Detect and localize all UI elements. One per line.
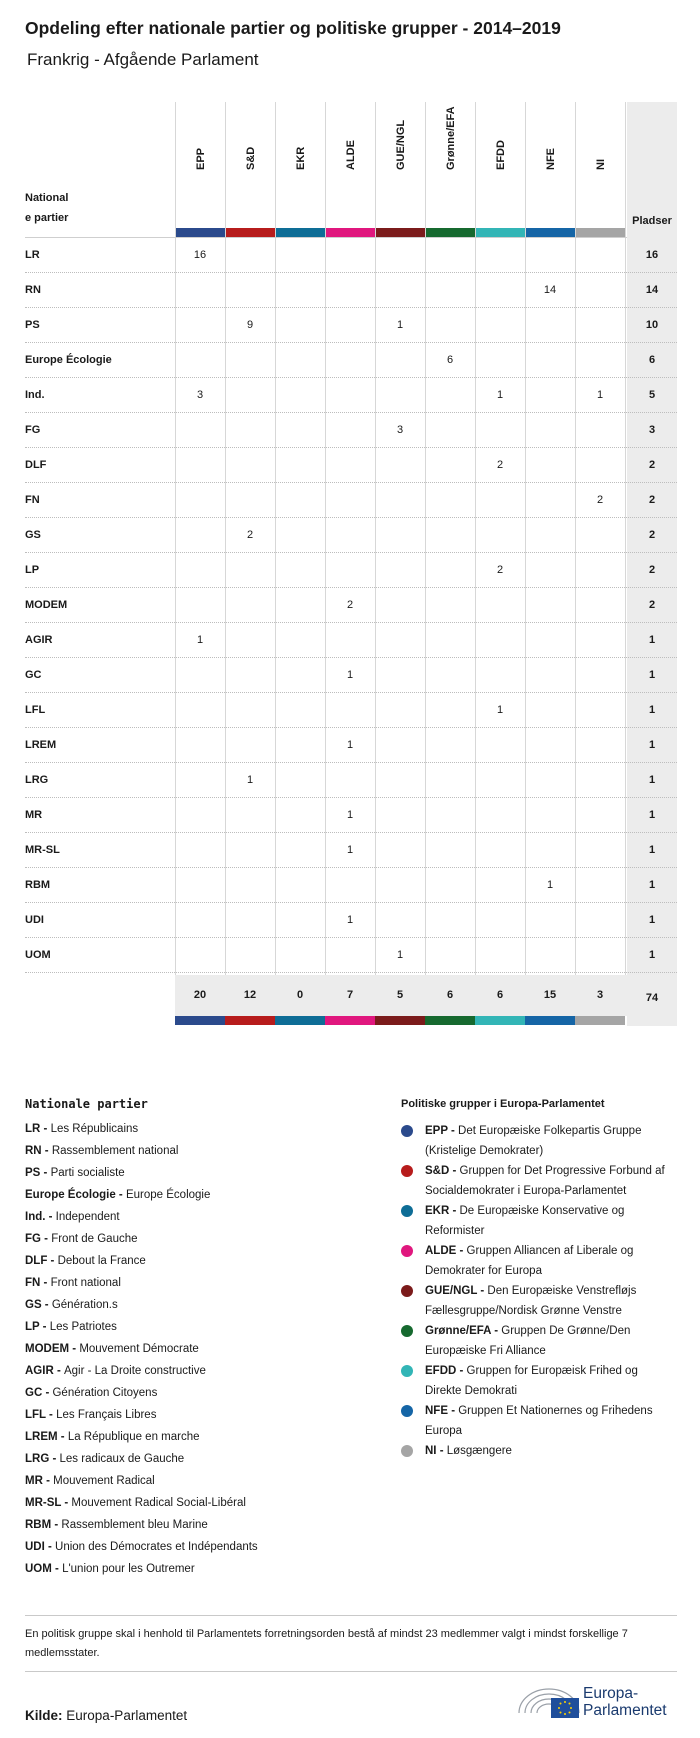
group-header-nfe bbox=[525, 102, 575, 228]
legend-abbr: GUE/NGL - bbox=[425, 1285, 488, 1297]
row-total: 2 bbox=[648, 529, 656, 541]
national-legend-item bbox=[25, 1298, 118, 1312]
party-label: MR bbox=[25, 809, 43, 821]
legend-abbr: S&D - bbox=[425, 1165, 460, 1177]
legend-name: Les Patriotes bbox=[49, 1321, 117, 1333]
table-row bbox=[25, 413, 677, 448]
legend-name: Gruppen Alliancen af Liberale og Demokrater for Europa bbox=[425, 1245, 634, 1277]
table-row bbox=[25, 238, 677, 273]
party-label: AGIR bbox=[25, 634, 53, 646]
legend-name: Génération Citoyens bbox=[52, 1387, 158, 1399]
legend-abbr: DLF - bbox=[25, 1255, 58, 1267]
row-total: 1 bbox=[648, 879, 656, 891]
seat-value: 14 bbox=[543, 284, 557, 296]
group-total: 6 bbox=[496, 989, 504, 1001]
row-total: 6 bbox=[648, 354, 656, 366]
group-color-bar bbox=[225, 1016, 275, 1025]
national-legend-item bbox=[25, 1474, 155, 1488]
legend-abbr: LR - bbox=[25, 1123, 51, 1135]
row-total: 1 bbox=[648, 669, 656, 681]
legend-abbr: EFDD - bbox=[425, 1365, 467, 1377]
legend-name: Debout la France bbox=[57, 1255, 146, 1267]
group-header-efdd bbox=[475, 102, 525, 228]
group-color-dot-icon bbox=[401, 1445, 413, 1457]
group-legend-text bbox=[425, 1401, 677, 1441]
national-legend-item bbox=[25, 1144, 178, 1158]
legend-name: Gruppen for Europæisk Frihed og Direkte Demokrati bbox=[425, 1365, 638, 1397]
table-row bbox=[25, 798, 677, 833]
legend-name: Løsgængere bbox=[446, 1445, 512, 1457]
seat-value: 2 bbox=[496, 564, 504, 576]
seat-value: 16 bbox=[193, 249, 207, 261]
national-legend-item bbox=[25, 1320, 117, 1334]
party-label: UOM bbox=[25, 949, 51, 961]
group-color-dot-icon bbox=[401, 1165, 413, 1177]
group-color-bar bbox=[175, 1016, 225, 1025]
national-legend-item bbox=[25, 1452, 184, 1466]
row-total: 1 bbox=[648, 634, 656, 646]
row-total: 3 bbox=[648, 424, 656, 436]
group-color-bar bbox=[375, 1016, 425, 1025]
logo-line-1: Europa- bbox=[583, 1685, 639, 1702]
group-color-dot-icon bbox=[401, 1325, 413, 1337]
group-color-dot-icon bbox=[401, 1205, 413, 1217]
national-legend-item bbox=[25, 1408, 156, 1422]
legend-name: Front national bbox=[50, 1277, 121, 1289]
group-header-s-d bbox=[225, 102, 275, 228]
row-total: 2 bbox=[648, 599, 656, 611]
group-total: 20 bbox=[193, 989, 207, 1001]
group-legend-text bbox=[425, 1281, 677, 1321]
group-total: 3 bbox=[596, 989, 604, 1001]
group-header-label: EPP bbox=[194, 147, 207, 170]
group-color-bar bbox=[525, 1016, 575, 1025]
party-label: LFL bbox=[25, 704, 46, 716]
page-title: Opdeling efter nationale partier og politiske grupper - 2014–2019 bbox=[25, 18, 561, 38]
legend-abbr: AGIR - bbox=[25, 1365, 64, 1377]
table-row bbox=[25, 833, 677, 868]
group-header-label: NI bbox=[594, 159, 607, 170]
party-label: UDI bbox=[25, 914, 44, 926]
legend-abbr: ALDE - bbox=[425, 1245, 467, 1257]
legend-abbr: Grønne/EFA - bbox=[425, 1325, 502, 1337]
national-legend-item bbox=[25, 1122, 138, 1136]
national-legend-item bbox=[25, 1496, 246, 1510]
row-total: 1 bbox=[648, 914, 656, 926]
table-row bbox=[25, 658, 677, 693]
national-legend-item bbox=[25, 1364, 206, 1378]
table-row bbox=[25, 938, 677, 973]
legend-abbr: GS - bbox=[25, 1299, 52, 1311]
group-legend-text bbox=[425, 1321, 677, 1361]
legend-abbr: EKR - bbox=[425, 1205, 460, 1217]
group-color-bar bbox=[475, 1016, 525, 1025]
group-total: 5 bbox=[396, 989, 404, 1001]
legend-name: Gruppen De Grønne/Den Europæiske Fri Alliance bbox=[425, 1325, 631, 1357]
parliament-hemicycle-icon bbox=[517, 1683, 581, 1723]
source-label: Kilde: bbox=[25, 1708, 63, 1723]
legend-name: Gruppen for Det Progressive Forbund af Socialdemokrater i Europa-Parlamentet bbox=[425, 1165, 665, 1197]
divider bbox=[25, 1615, 677, 1616]
legend-abbr: FG - bbox=[25, 1233, 52, 1245]
legend-abbr: RBM - bbox=[25, 1519, 62, 1531]
table-row bbox=[25, 903, 677, 938]
seat-value: 1 bbox=[396, 319, 404, 331]
row-total: 1 bbox=[648, 809, 656, 821]
seat-value: 2 bbox=[246, 529, 254, 541]
page-subtitle: Frankrig - Afgående Parlament bbox=[27, 50, 259, 69]
group-header-label: Grønne/EFA bbox=[444, 106, 457, 170]
group-header-epp bbox=[175, 102, 225, 228]
national-legend-item bbox=[25, 1166, 125, 1180]
seat-value: 1 bbox=[496, 389, 504, 401]
group-color-dot-icon bbox=[401, 1365, 413, 1377]
legend-name: Les Français Libres bbox=[56, 1409, 157, 1421]
row-total: 1 bbox=[648, 774, 656, 786]
seat-value: 1 bbox=[346, 844, 354, 856]
group-legend-text bbox=[425, 1241, 677, 1281]
party-label: RBM bbox=[25, 879, 51, 891]
legend-name: Rassemblement bleu Marine bbox=[61, 1519, 208, 1531]
seat-value: 1 bbox=[346, 739, 354, 751]
party-label: Ind. bbox=[25, 389, 45, 401]
seat-value: 9 bbox=[246, 319, 254, 331]
seat-value: 3 bbox=[196, 389, 204, 401]
group-total: 15 bbox=[543, 989, 557, 1001]
legend-name: Gruppen Et Nationernes og Frihedens Europa bbox=[425, 1405, 653, 1437]
national-legend-item bbox=[25, 1562, 195, 1576]
table-row bbox=[25, 308, 677, 343]
legend-abbr: LFL - bbox=[25, 1409, 57, 1421]
seat-value: 1 bbox=[396, 949, 404, 961]
table-row bbox=[25, 483, 677, 518]
legend-abbr: PS - bbox=[25, 1167, 51, 1179]
footnote: En politisk gruppe skal i henhold til Parlamentets forretningsorden bestå af mindst 23 medlemmer valgt i mindst forskellige 7 medlemsstater. bbox=[25, 1628, 628, 1659]
legend-name: L'union pour les Outremer bbox=[62, 1563, 195, 1575]
group-color-dot-icon bbox=[401, 1245, 413, 1257]
party-label: MR-SL bbox=[25, 844, 60, 856]
group-legend-text bbox=[425, 1161, 677, 1201]
table-row bbox=[25, 448, 677, 483]
legend-abbr: MODEM - bbox=[25, 1343, 80, 1355]
legend-abbr: LP - bbox=[25, 1321, 50, 1333]
legend-abbr: LREM - bbox=[25, 1431, 68, 1443]
seat-value: 1 bbox=[346, 809, 354, 821]
legend-abbr: UOM - bbox=[25, 1563, 63, 1575]
legend-abbr: GC - bbox=[25, 1387, 53, 1399]
national-legend-item bbox=[25, 1188, 210, 1202]
group-legend-text bbox=[425, 1441, 677, 1461]
national-legend-item bbox=[25, 1232, 138, 1246]
seat-value: 2 bbox=[496, 459, 504, 471]
row-total: 5 bbox=[648, 389, 656, 401]
legend-abbr: FN - bbox=[25, 1277, 51, 1289]
parliament-logo bbox=[517, 1683, 677, 1727]
logo-line-2: Parlamentet bbox=[583, 1702, 667, 1719]
table-row bbox=[25, 623, 677, 658]
group-header-ekr bbox=[275, 102, 325, 228]
table-row bbox=[25, 518, 677, 553]
party-label: PS bbox=[25, 319, 40, 331]
group-header-gr-nne-efa bbox=[425, 102, 475, 228]
national-legend-title: Nationale partier bbox=[25, 1097, 148, 1111]
divider bbox=[25, 1671, 677, 1672]
group-legend-text bbox=[425, 1201, 677, 1241]
group-total: 0 bbox=[296, 989, 304, 1001]
group-legend-text bbox=[425, 1121, 677, 1161]
row-header-label: National e partier bbox=[25, 192, 69, 224]
legend-abbr: NFE - bbox=[425, 1405, 459, 1417]
national-legend-item bbox=[25, 1210, 120, 1224]
legend-abbr: EPP - bbox=[425, 1125, 459, 1137]
table-row bbox=[25, 378, 677, 413]
group-header-gue-ngl bbox=[375, 102, 425, 228]
legend-abbr: Europe Écologie - bbox=[25, 1189, 126, 1201]
group-header-label: EFDD bbox=[494, 140, 507, 170]
party-label: GS bbox=[25, 529, 41, 541]
source-value: Europa-Parlamentet bbox=[66, 1708, 188, 1723]
row-total: 1 bbox=[648, 739, 656, 751]
seat-value: 1 bbox=[546, 879, 554, 891]
group-color-dot-icon bbox=[401, 1405, 413, 1417]
legend-name: La République en marche bbox=[67, 1431, 200, 1443]
legend-abbr: UDI - bbox=[25, 1541, 56, 1553]
seat-value: 1 bbox=[196, 634, 204, 646]
table-row bbox=[25, 553, 677, 588]
party-label: MODEM bbox=[25, 599, 68, 611]
row-total: 14 bbox=[645, 284, 659, 296]
party-label: GC bbox=[25, 669, 42, 681]
party-label: DLF bbox=[25, 459, 47, 471]
legend-name: Independent bbox=[55, 1211, 120, 1223]
seat-value: 2 bbox=[596, 494, 604, 506]
seat-value: 1 bbox=[496, 704, 504, 716]
row-total: 2 bbox=[648, 564, 656, 576]
group-color-bar bbox=[425, 1016, 475, 1025]
party-label: FG bbox=[25, 424, 41, 436]
source-line bbox=[25, 1708, 187, 1723]
group-total: 12 bbox=[243, 989, 257, 1001]
national-legend-item bbox=[25, 1518, 208, 1532]
legend-name: Génération.s bbox=[51, 1299, 118, 1311]
group-color-bar bbox=[325, 1016, 375, 1025]
seat-value: 3 bbox=[396, 424, 404, 436]
legend-abbr: MR - bbox=[25, 1475, 54, 1487]
legend-abbr: LRG - bbox=[25, 1453, 60, 1465]
seats-header-label: Pladser bbox=[632, 215, 672, 227]
table-row bbox=[25, 693, 677, 728]
legend-name: Les Républicains bbox=[50, 1123, 139, 1135]
legend-name: Mouvement Radical Social-Libéral bbox=[71, 1497, 246, 1509]
table-row bbox=[25, 273, 677, 308]
legend-name: De Europæiske Konservative og Reformister bbox=[425, 1205, 625, 1237]
legend-abbr: Ind. - bbox=[25, 1211, 56, 1223]
seat-value: 1 bbox=[346, 669, 354, 681]
group-color-bar bbox=[575, 1016, 625, 1025]
party-label: Europe Écologie bbox=[25, 354, 112, 366]
legend-name: Mouvement Radical bbox=[53, 1475, 155, 1487]
table-row bbox=[25, 343, 677, 378]
national-legend-item bbox=[25, 1386, 157, 1400]
legend-name: Les radicaux de Gauche bbox=[59, 1453, 185, 1465]
group-color-dot-icon bbox=[401, 1125, 413, 1137]
row-total: 1 bbox=[648, 704, 656, 716]
party-label: LR bbox=[25, 249, 40, 261]
seat-value: 2 bbox=[346, 599, 354, 611]
legend-abbr: RN - bbox=[25, 1145, 52, 1157]
national-legend-item bbox=[25, 1540, 258, 1554]
group-header-label: EKR bbox=[294, 146, 307, 170]
group-header-label: S&D bbox=[244, 146, 257, 170]
seat-value: 1 bbox=[246, 774, 254, 786]
row-total: 2 bbox=[648, 494, 656, 506]
group-header-ni bbox=[575, 102, 625, 228]
legend-name: Rassemblement national bbox=[51, 1145, 179, 1157]
party-label: LP bbox=[25, 564, 40, 576]
group-total: 6 bbox=[446, 989, 454, 1001]
group-header-label: GUE/NGL bbox=[394, 119, 407, 170]
table-row bbox=[25, 868, 677, 903]
seat-value: 1 bbox=[596, 389, 604, 401]
logo-wordmark bbox=[583, 1685, 667, 1719]
party-label: FN bbox=[25, 494, 40, 506]
party-label: RN bbox=[25, 284, 41, 296]
row-total: 10 bbox=[645, 319, 659, 331]
group-color-dot-icon bbox=[401, 1285, 413, 1297]
seat-value: 6 bbox=[446, 354, 454, 366]
legend-abbr: NI - bbox=[425, 1445, 447, 1457]
legend-abbr: MR-SL - bbox=[25, 1497, 72, 1509]
legend-name: Mouvement Démocrate bbox=[79, 1343, 199, 1355]
group-legend-title: Politiske grupper i Europa-Parlamentet bbox=[401, 1098, 605, 1110]
legend-name: Parti socialiste bbox=[50, 1167, 125, 1179]
party-label: LRG bbox=[25, 774, 49, 786]
party-label: LREM bbox=[25, 739, 57, 751]
group-header-label: ALDE bbox=[344, 140, 357, 170]
legend-name: Agir - La Droite constructive bbox=[63, 1365, 206, 1377]
group-header-alde bbox=[325, 102, 375, 228]
row-total: 2 bbox=[648, 459, 656, 471]
legend-name: Den Europæiske Venstrefløjs Fællesgruppe/Nordisk Grønne Venstre bbox=[425, 1285, 637, 1317]
group-header-label: NFE bbox=[544, 148, 557, 170]
group-legend-text bbox=[425, 1361, 677, 1401]
legend-name: Europe Écologie bbox=[125, 1189, 211, 1201]
national-legend-item bbox=[25, 1430, 200, 1444]
legend-name: Det Europæiske Folkepartis Gruppe (Kristelige Demokrater) bbox=[425, 1125, 642, 1157]
grand-total: 74 bbox=[645, 992, 659, 1004]
group-total: 7 bbox=[346, 989, 354, 1001]
table-row bbox=[25, 588, 677, 623]
seat-value: 1 bbox=[346, 914, 354, 926]
table-row bbox=[25, 763, 677, 798]
table-row bbox=[25, 728, 677, 763]
group-color-bar bbox=[275, 1016, 325, 1025]
national-legend-item bbox=[25, 1254, 146, 1268]
row-total: 1 bbox=[648, 844, 656, 856]
legend-name: Union des Démocrates et Indépendants bbox=[55, 1541, 258, 1553]
national-legend-item bbox=[25, 1276, 121, 1290]
row-total: 1 bbox=[648, 949, 656, 961]
national-legend-item bbox=[25, 1342, 199, 1356]
row-total: 16 bbox=[645, 249, 659, 261]
legend-name: Front de Gauche bbox=[51, 1233, 138, 1245]
